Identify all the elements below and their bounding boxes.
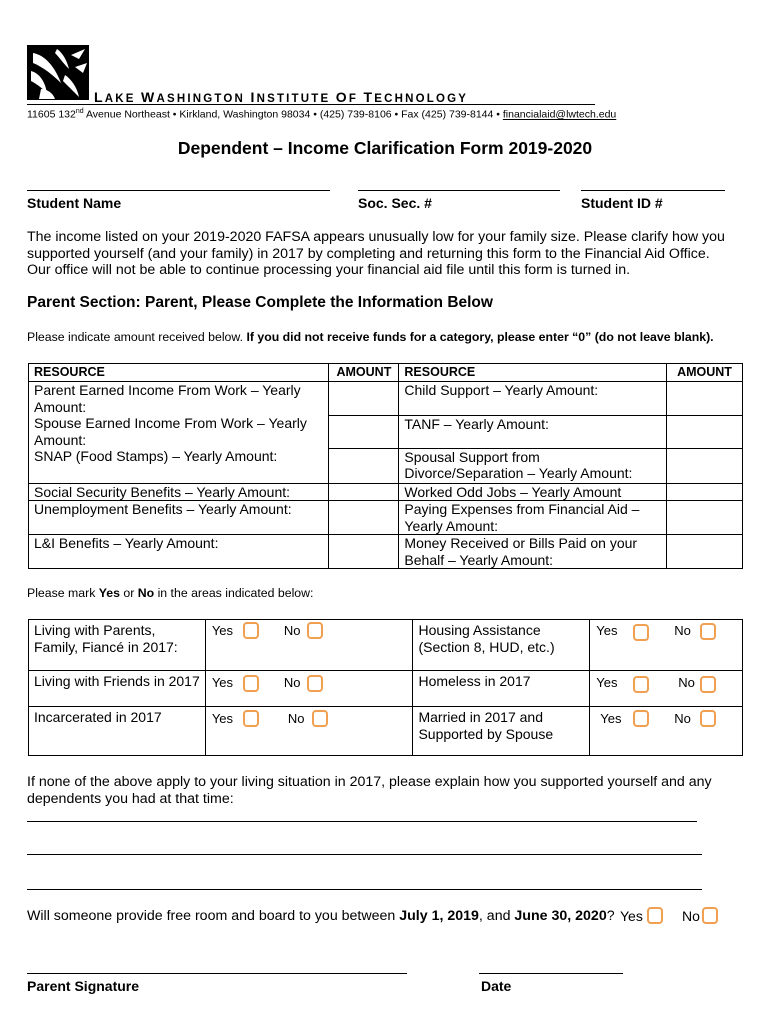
situation-label: Housing Assistance (Section 8, HUD, etc.) <box>413 620 590 671</box>
yes-label: Yes <box>211 675 234 690</box>
room-yes-label: Yes <box>620 908 643 924</box>
no-checkbox[interactable] <box>700 623 716 640</box>
situation-label: Homeless in 2017 <box>413 671 590 707</box>
room-board-question: Will someone provide free room and board to you between July 1, 2019, and June 30, 2020? <box>27 908 615 924</box>
room-no-label: No <box>682 908 700 924</box>
yes-label: Yes <box>596 675 618 690</box>
yes-no-cell <box>205 671 413 707</box>
resource-label: Social Security Benefits – Yearly Amount: <box>29 483 329 501</box>
student-name-line[interactable] <box>27 190 330 191</box>
room-no-checkbox[interactable] <box>702 907 718 924</box>
institution-address: 11605 132nd Avenue Northeast • Kirkland, Washington 98034 • (425) 739-8106 • Fax (425) 739-8144 • financialaid@lwtech.edu <box>27 108 617 121</box>
yes-checkbox[interactable] <box>243 710 259 727</box>
table-row <box>29 707 743 756</box>
resource-header: RESOURCE <box>29 364 329 382</box>
situation-label: Living with Parents, Family, Fiancé in 2017: <box>29 620 206 671</box>
explain-prompt: If none of the above apply to your living situation in 2017, please explain how you supported yourself and any dependents you had at that time: <box>27 774 712 807</box>
amount-header: AMOUNT <box>667 364 743 382</box>
table-row <box>29 415 743 448</box>
no-label: No <box>678 675 695 690</box>
resource-label: Spouse Earned Income From Work – Yearly Amount: <box>29 415 329 448</box>
resource-label: Paying Expenses from Financial Aid – Yearly Amount: <box>399 501 667 535</box>
student-id-label: Student ID # <box>581 195 663 211</box>
yes-checkbox[interactable] <box>633 624 649 641</box>
amount-instruction: Please indicate amount received below. If you did not receive funds for a category, please enter “0” (do not leave blank). <box>27 330 714 344</box>
resource-label: Spousal Support from Divorce/Separation – Yearly Amount: <box>399 448 667 483</box>
situation-label: Married in 2017 and Supported by Spouse <box>413 707 590 756</box>
no-checkbox[interactable] <box>307 622 323 639</box>
yes-no-cell <box>205 620 413 671</box>
amount-input[interactable] <box>667 382 743 416</box>
no-label: No <box>283 623 301 638</box>
situation-label: Incarcerated in 2017 <box>29 707 206 756</box>
table-row <box>29 382 743 416</box>
date-line[interactable] <box>479 973 623 974</box>
yes-checkbox[interactable] <box>243 675 259 692</box>
resource-label: TANF – Yearly Amount: <box>399 415 667 448</box>
header-rule <box>27 104 595 105</box>
intro-paragraph: The income listed on your 2019-2020 FAFSA appears unusually low for your family size. Please clarify how you supported yourself (and your family) in 2017 by completing and returning this form to the Financial Aid Office. Our office will not be able to continue processing your financial aid file until this form is turned in. <box>27 229 725 278</box>
yes-no-cell <box>590 707 743 756</box>
amount-header: AMOUNT <box>329 364 399 382</box>
resource-label: Unemployment Benefits – Yearly Amount: <box>29 501 329 535</box>
no-label: No <box>283 675 301 690</box>
table-row <box>29 671 743 707</box>
no-label: No <box>674 711 691 726</box>
ssn-line[interactable] <box>358 190 560 191</box>
amount-input[interactable] <box>667 483 743 501</box>
table-row <box>29 535 743 569</box>
yes-no-instruction: Please mark Yes or No in the areas indicated below: <box>27 586 314 600</box>
resource-label: SNAP (Food Stamps) – Yearly Amount: <box>29 448 329 483</box>
no-checkbox[interactable] <box>312 710 328 727</box>
ssn-label: Soc. Sec. # <box>358 195 432 211</box>
explain-line[interactable] <box>27 821 697 822</box>
resource-label: Parent Earned Income From Work – Yearly Amount: <box>29 382 329 416</box>
resource-header: RESOURCE <box>399 364 667 382</box>
parent-section-title: Parent Section: Parent, Please Complete the Information Below <box>27 294 493 311</box>
yes-checkbox[interactable] <box>243 622 259 639</box>
amount-input[interactable] <box>667 535 743 569</box>
parent-signature-line[interactable] <box>27 973 407 974</box>
yes-label: Yes <box>596 623 618 638</box>
amount-input[interactable] <box>329 382 399 416</box>
no-checkbox[interactable] <box>700 710 716 727</box>
resource-label: L&I Benefits – Yearly Amount: <box>29 535 329 569</box>
amount-input[interactable] <box>329 415 399 448</box>
resource-table <box>28 363 743 569</box>
table-row <box>29 501 743 535</box>
resource-label: Worked Odd Jobs – Yearly Amount <box>399 483 667 501</box>
resource-label: Child Support – Yearly Amount: <box>399 382 667 416</box>
email-link[interactable]: financialaid@lwtech.edu <box>502 108 617 121</box>
yes-no-cell <box>590 671 743 707</box>
amount-input[interactable] <box>329 535 399 569</box>
yes-label: Yes <box>600 711 622 726</box>
yes-checkbox[interactable] <box>633 676 649 693</box>
room-yes-checkbox[interactable] <box>647 907 663 924</box>
student-id-line[interactable] <box>581 190 725 191</box>
form-title: Dependent – Income Clarification Form 2019-2020 <box>177 138 593 158</box>
yes-no-cell <box>205 707 413 756</box>
amount-input[interactable] <box>329 501 399 535</box>
lwtech-logo <box>27 45 89 100</box>
institution-name: LAKE WASHINGTON INSTITUTE OF TECHNOLOGY <box>94 89 469 105</box>
amount-input[interactable] <box>667 415 743 448</box>
yes-label: Yes <box>211 711 234 726</box>
no-label: No <box>674 623 691 638</box>
yes-label: Yes <box>211 623 234 638</box>
table-row <box>29 483 743 501</box>
date-label: Date <box>481 978 512 994</box>
no-checkbox[interactable] <box>307 675 323 692</box>
yes-checkbox[interactable] <box>633 710 649 727</box>
explain-line[interactable] <box>27 889 702 890</box>
resource-label: Money Received or Bills Paid on your Behalf – Yearly Amount: <box>399 535 667 569</box>
table-header-row <box>29 364 743 382</box>
table-row <box>29 620 743 671</box>
amount-input[interactable] <box>667 448 743 483</box>
student-name-label: Student Name <box>27 195 122 211</box>
explain-line[interactable] <box>27 854 702 855</box>
situation-label: Living with Friends in 2017 <box>29 671 206 707</box>
no-checkbox[interactable] <box>700 676 716 693</box>
no-label: No <box>287 711 305 726</box>
yes-no-cell <box>590 620 743 671</box>
amount-input[interactable] <box>329 448 399 483</box>
amount-input[interactable] <box>667 501 743 535</box>
parent-signature-label: Parent Signature <box>27 978 140 994</box>
table-row <box>29 448 743 483</box>
living-situation-table <box>28 619 743 756</box>
amount-input[interactable] <box>329 483 399 501</box>
